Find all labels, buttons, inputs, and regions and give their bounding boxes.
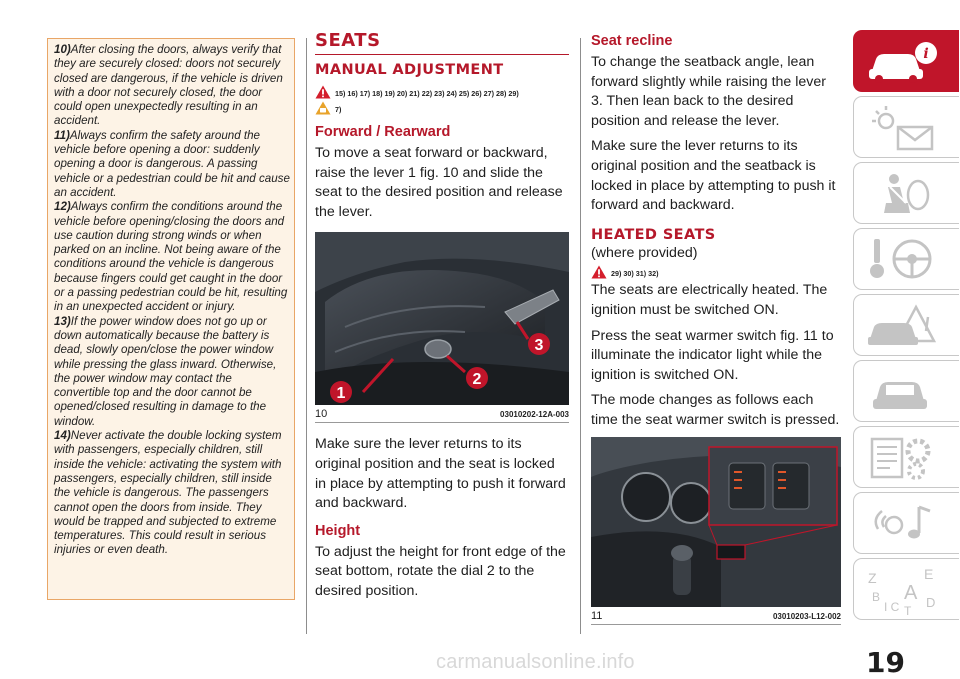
svg-text:D: D [926,595,936,610]
recline-heading: Seat recline [591,33,673,49]
page-number: 19 [866,646,905,679]
lever-text: Make sure the lever returns to its original position and the seat is locked in place by attempting to push it forward and backward. [315,436,566,512]
callout-1-label: 1 [336,385,346,403]
svg-text:E: E [924,566,934,582]
recline-text-1: To change the seatback angle, lean forward slightly while raising the lever 3. Then lean back to the desired position and release the lever. [591,54,826,129]
car-info-icon [864,37,944,87]
warning-ref-list[interactable]: 15) 16) 17) 18) 19) 20) 21) 22) 23) 24) 25) 26) 27) 28) 29) [335,89,519,98]
figure-11-image [591,437,841,607]
specs-gear-icon [864,433,944,483]
warning-item: 12)Always confirm the conditions around the vehicle before opening/closing the doors and use caution during strong winds or when parked on an incline. Not being aware of the conditions around the vehicle is dangerous because fingers could get caught in the door or a passing pedestrian could be hit, resulting in an unexpected accident or injury. [54,200,288,314]
svg-text:T: T [904,604,912,615]
recline-text-2: Make sure the lever returns to its original position and the seatback is locked in place by attempting to push it forward and backward. [591,138,836,214]
svg-text:Z: Z [868,570,877,586]
seat-lever-illustration [315,232,569,405]
watermark: carmanualsonline.info [436,651,635,673]
multimedia-icon [864,499,944,549]
section-title: SEATS [315,30,381,51]
right-column [591,30,841,637]
caution-triangle-icon [315,101,331,115]
figure-10-caption [315,405,569,423]
height-heading: Height [315,522,361,539]
forward-heading: Forward / Rearward [315,124,451,140]
height-text: To adjust the height for front edge of the seat bottom, rotate the dial 2 to the desired position. [315,543,566,599]
seat-warmer-illustration [591,437,841,607]
caution-refs [315,101,569,115]
warning-box [47,38,295,600]
figure-10-image [315,232,569,405]
tab-technical-specs[interactable] [853,426,959,488]
svg-text:A: A [904,582,918,604]
tab-index[interactable] [853,558,959,620]
subsection-title: MANUAL ADJUSTMENT [315,62,504,78]
heated-note: (where provided) [591,244,698,261]
heated-text-2: Press the seat warmer switch fig. 11 to illuminate the indicator light while the ignition is switched ON. [591,327,834,383]
warning-item: 11)Always confirm the safety around the vehicle before opening a door: suddenly opening a door is dangerous. A passing vehicle or a pedestrian could be hit and cause an accident. [54,128,290,199]
airbag-safety-icon [864,169,944,219]
warning-item: 10)After closing the doors, always verify that they are securely closed: doors not securely closed are dangerous, if the vehicle is driven with a door not securely closed, the door could open unexpectedly resulting in an accident. [54,43,283,128]
forward-text: To move a seat forward or backward, raise the lever 1 fig. 10 and slide the seat to the desired position and release the lever. [315,145,563,220]
figure-code: 03010203-L12-002 [772,611,841,621]
heated-seats-title: HEATED SEATS [591,226,716,243]
alphabetical-index-icon [864,565,944,615]
tab-maintenance[interactable] [853,360,959,422]
heated-text-1: The seats are electrically heated. The ignition must be switched ON. [591,282,828,318]
emergency-icon [864,301,944,351]
heated-text-3: The mode changes as follows each time the seat warmer switch is pressed. [591,392,840,428]
chapter-tabs [853,30,959,624]
callout-3-label: 3 [534,337,544,355]
tab-safety[interactable] [853,162,959,224]
figure-number: 10 [315,408,328,421]
warning-refs [315,85,569,99]
warning-item: 13)If the power window does not go up or down automatically because the battery is dead, slowly open/close the power window while pressing the glass inward. Otherwise, the power window may contact the convertible top and the door cannot be opened/closed resulting in damage to the window. [54,314,277,428]
tab-starting-driving[interactable] [853,228,959,290]
tab-car-info[interactable] [853,30,959,92]
title-rule [315,54,569,55]
car-service-icon [864,367,944,417]
tab-multimedia[interactable] [853,492,959,554]
warning-lights-icon [864,103,944,153]
heated-warning-refs [591,265,841,279]
callout-2-label: 2 [472,371,482,389]
svg-text:I C: I C [884,600,900,614]
heated-ref-list[interactable]: 29) 30) 31) 32) [611,269,659,279]
steering-key-icon [864,235,944,285]
warning-item: 14)Never activate the double locking system with passengers, especially children, still inside the vehicle: activating the system with passengers, especially children, still inside the vehicle is dangerous. The passengers cannot open the doors from inside. They would be trapped and subjected to extreme temperatures. This could result in serious injuries or even death. [54,429,282,557]
middle-column [315,30,569,608]
figure-code: 03010202-12A-003 [500,410,569,420]
figure-number: 11 [591,609,603,622]
warning-triangle-icon [591,265,607,279]
tab-warning-lights[interactable] [853,96,959,158]
figure-11-caption [591,607,841,625]
tab-emergency[interactable] [853,294,959,356]
svg-text:B: B [872,590,881,604]
column-divider [580,38,581,634]
column-divider [306,38,307,634]
warning-triangle-icon [315,85,331,99]
svg-text:i: i [923,46,929,62]
caution-ref-list[interactable]: 7) [335,105,342,114]
